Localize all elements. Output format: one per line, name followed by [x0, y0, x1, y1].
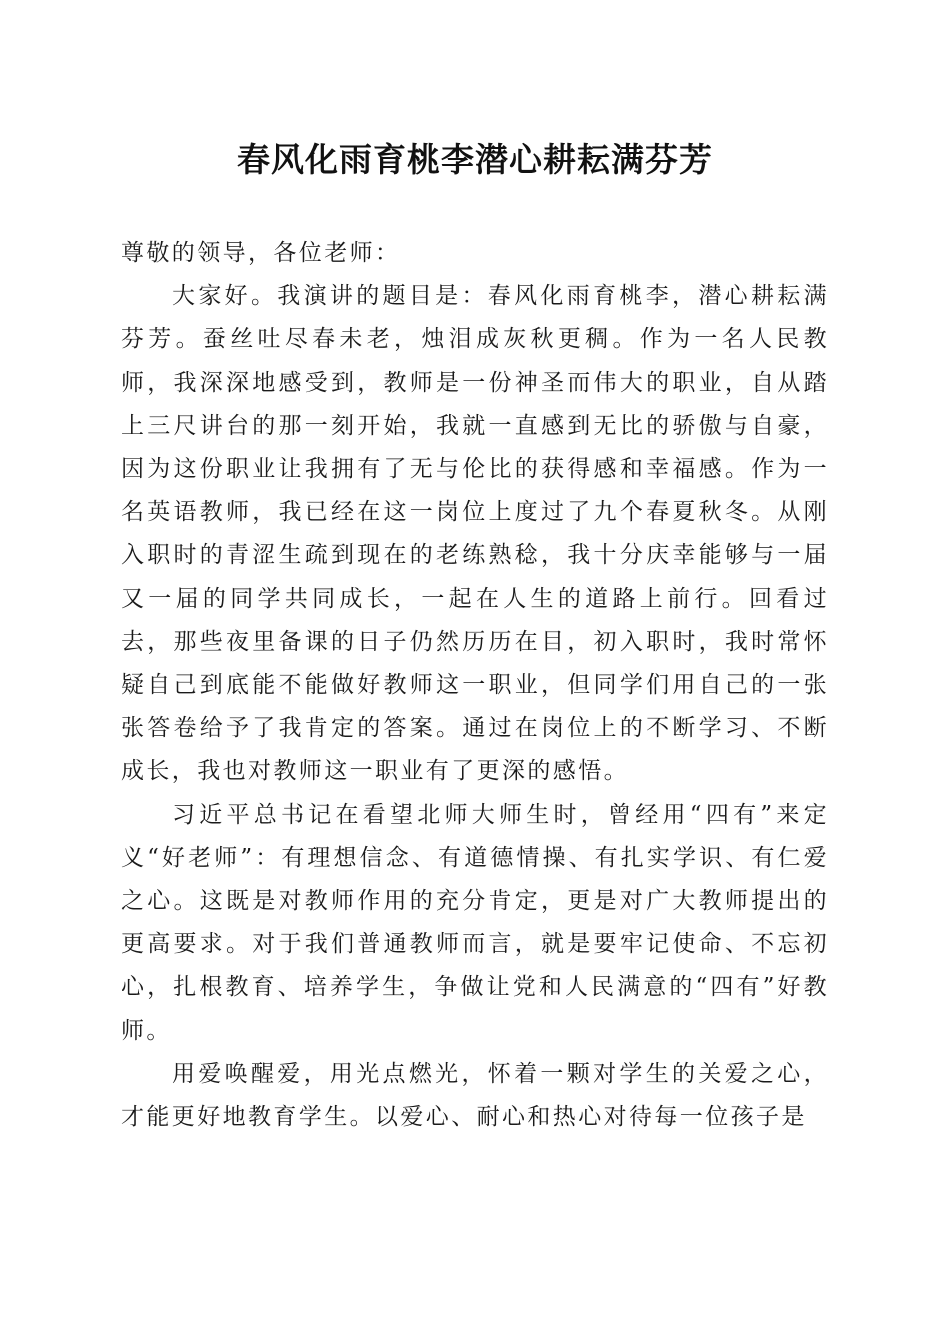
- paragraph-1: 大家好。我演讲的题目是：春风化雨育桃李，潜心耕耘满芬芳。蚕丝吐尽春未老，烛泪成灰秋更稠。作为一名人民教师，我深深地感受到，教师是一份神圣而伟大的职业，自从踏上三尺讲台的那一刻开始，我就一直感到无比的骄傲与自豪，因为这份职业让我拥有了无与伦比的获得感和幸福感。作为一名英语教师，我已经在这一岗位上度过了九个春夏秋冬。从刚入职时的青涩生疏到现在的老练熟稔，我十分庆幸能够与一届又一届的同学共同成长，一起在人生的道路上前行。回看过去，那些夜里备课的日子仍然历历在目，初入职时，我时常怀疑自己到底能不能做好教师这一职业，但同学们用自己的一张张答卷给予了我肯定的答案。通过在岗位上的不断学习、不断成长，我也对教师这一职业有了更深的感悟。: [121, 283, 829, 785]
- paragraph-3: 用爱唤醒爱，用光点燃光，怀着一颗对学生的关爱之心，才能更好地教育学生。以爱心、耐心和热心对待每一位孩子是: [121, 1060, 829, 1131]
- paragraph-2: 习近平总书记在看望北师大师生时，曾经用“四有”来定义“好老师”：有理想信念、有道德情操、有扎实学识、有仁爱之心。这既是对教师作用的充分肯定，更是对广大教师提出的更高要求。对于我们普通教师而言，就是要牢记使命、不忘初心，扎根教育、培养学生，争做让党和人民满意的“四有”好教师。: [121, 801, 829, 1044]
- document-title: 春风化雨育桃李潜心耕耘满芬芳: [237, 140, 713, 179]
- salutation: 尊敬的领导，各位老师：: [121, 240, 401, 266]
- document-body: [121, 232, 829, 1139]
